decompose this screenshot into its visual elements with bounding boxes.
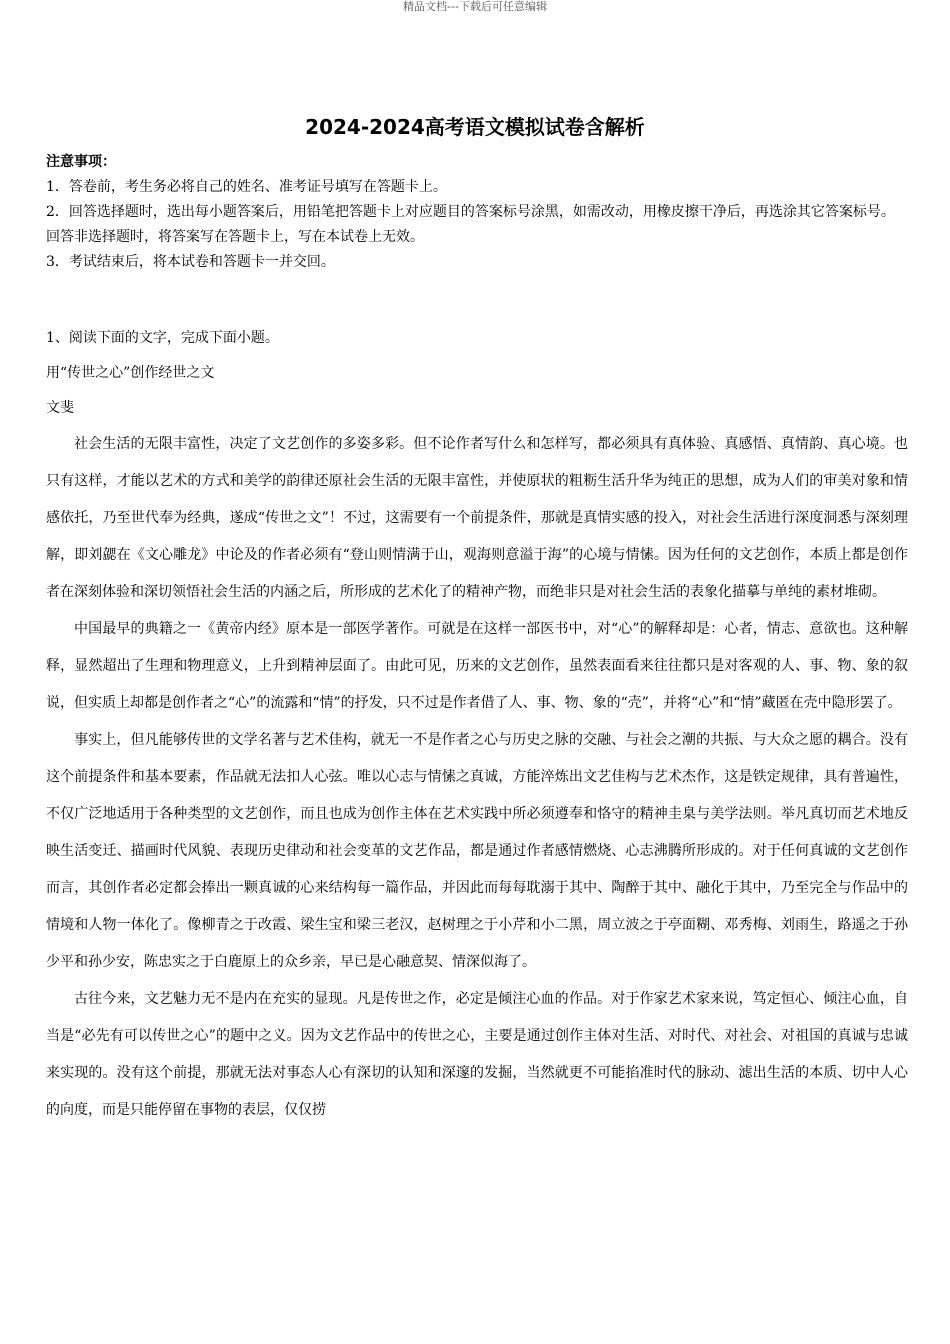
notes-heading: 注意事项： bbox=[46, 154, 116, 170]
notes-item-1: 1．答卷前，考生务必将自己的姓名、准考证号填写在答题卡上。 bbox=[46, 179, 447, 195]
notes-item-2: 2．回答选择题时，选出每小题答案后，用铅笔把答题卡上对应题目的答案标号涂黑，如需改动，用橡皮擦干净后，再选涂其它答案标号。回答非选择题时，将答案写在答题卡上，写在本试卷上无效。 bbox=[46, 204, 895, 245]
article-title: 用“传世之心”创作经世之文 bbox=[46, 365, 215, 381]
header-note: 精品文档---下载后可任意编辑 bbox=[403, 0, 547, 13]
question-prompt: 1、阅读下面的文字，完成下面小题。 bbox=[46, 330, 279, 346]
notes-section bbox=[46, 150, 906, 275]
article-paragraph-2: 中国最早的典籍之一《黄帝内经》原本是一部医学著作。可就是在这样一部医书中，对“心”的解释却是：心者，情志、意欲也。这种解释，显然超出了生理和物理意义，上升到精神层面了。由此可见，历来的文艺创作，虽然表面看来往往都只是对客观的人、事、物、象的叙说，但实质上却都是创作者之“心”的流露和“情”的抒发，只不过是作者借了人、事、物、象的“壳”，并将“心”和“情”藏匿在壳中隐形罢了。 bbox=[46, 621, 908, 711]
article-paragraph-4: 古往今来，文艺魅力无不是内在充实的显现。凡是传世之作，必定是倾注心血的作品。对于作家艺术家来说，笃定恒心、倾注心血，自当是“必先有可以传世之心”的题中之义。因为文艺作品中的传世之心，主要是通过创作主体对生活、对时代、对社会、对祖国的真诚与忠诚来实现的。没有这个前提，那就无法对事态人心有深切的认知和深邃的发掘，当然就更不可能掐准时代的脉动、滤出生活的本质、切中人心的向度，而是只能停留在事物的表层，仅仅捞 bbox=[46, 991, 908, 1118]
notes-item-3: 3．考试结束后，将本试卷和答题卡一并交回。 bbox=[46, 254, 335, 270]
question-section bbox=[46, 321, 908, 1129]
article-author: 文斐 bbox=[46, 400, 74, 416]
article-paragraph-3: 事实上，但凡能够传世的文学名著与艺术佳构，就无一不是作者之心与历史之脉的交融、与社会之潮的共振、与大众之愿的耦合。没有这个前提条件和基本要素，作品就无法扣人心弦。唯以心志与情愫之真诚，方能淬炼出文艺佳构与艺术杰作，这是铁定规律，具有普遍性，不仅广泛地适用于各种类型的文艺创作，而且也成为创作主体在艺术实践中所必须遵奉和恪守的精神圭臬与美学法则。举凡真切而艺术地反映生活变迁、描画时代风貌、表现历史律动和社会变革的文艺作品，都是通过作者感情燃烧、心志沸腾所形成的。对于任何真诚的文艺创作而言，其创作者必定都会捧出一颗真诚的心来结构每一篇作品，并因此而每每耽溺于其中、陶醉于其中、融化于其中，乃至完全与作品中的情境和人物一体化了。像柳青之于改霞、梁生宝和梁三老汉，赵树理之于小芹和小二黑，周立波之于亭面糊、邓秀梅、刘雨生，路遥之于孙少平和孙少安，陈忠实之于白鹿原上的众乡亲，早已是心融意契、情深似海了。 bbox=[46, 732, 908, 970]
article-paragraph-1: 社会生活的无限丰富性，决定了文艺创作的多姿多彩。但不论作者写什么和怎样写，都必须具有真体验、真感悟、真情韵、真心境。也只有这样，才能以艺术的方式和美学的韵律还原社会生活的无限丰富性，并使原状的粗粝生活升华为纯正的思想，成为人们的审美对象和情感依托，乃至世代奉为经典，遂成“传世之文”！不过，这需要有一个前提条件，那就是真情实感的投入，对社会生活进行深度洞悉与深刻理解，即刘勰在《文心雕龙》中论及的作者必须有“登山则情满于山，观海则意溢于海”的心境与情愫。因为任何的文艺创作，本质上都是创作者在深刻体验和深切领悟社会生活的内涵之后，所形成的艺术化了的精神产物，而绝非只是对社会生活的表象化描摹与单纯的素材堆砌。 bbox=[46, 436, 908, 600]
page-title: 2024-2024高考语文模拟试卷含解析 bbox=[305, 115, 645, 139]
